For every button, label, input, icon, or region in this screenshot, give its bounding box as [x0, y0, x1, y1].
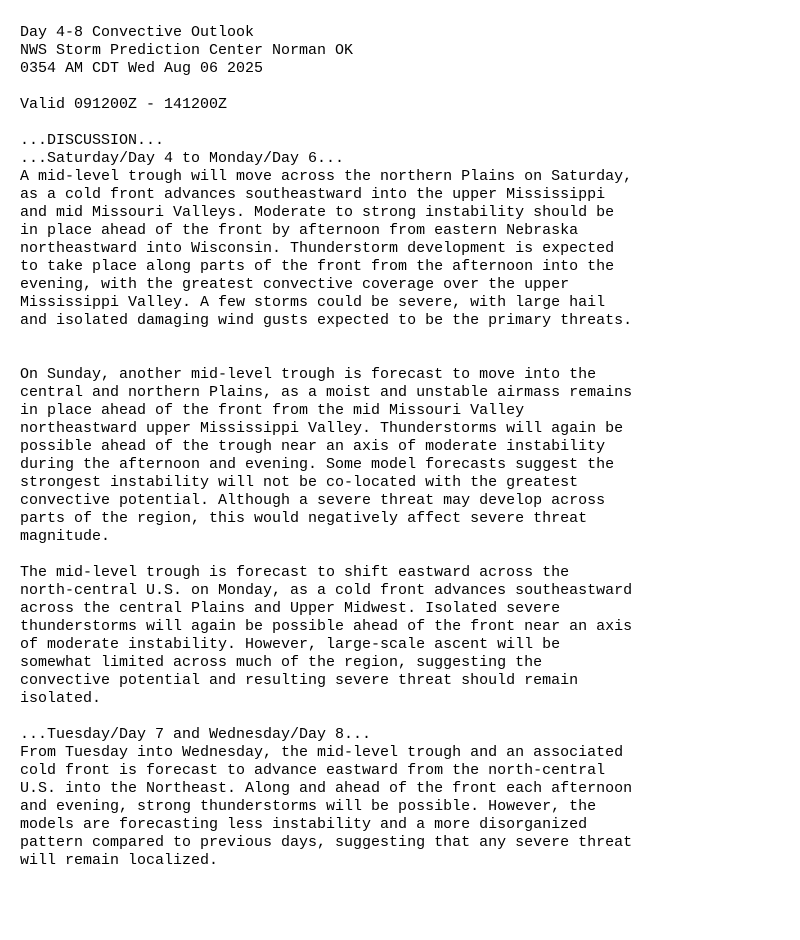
text-line: somewhat limited across much of the region, suggesting the — [20, 654, 543, 671]
text-line: northeastward upper Mississippi Valley. Thunderstorms will again be — [20, 420, 624, 437]
text-line: magnitude. — [20, 528, 111, 545]
text-line: northeastward into Wisconsin. Thunderstorm development is expected — [20, 240, 615, 257]
text-line: of moderate instability. However, large-scale ascent will be — [20, 636, 561, 653]
text-line: possible ahead of the trough near an axis of moderate instability — [20, 438, 606, 455]
text-line: and isolated damaging wind gusts expected to be the primary threats. — [20, 312, 633, 329]
text-line: thunderstorms will again be possible ahead of the front near an axis — [20, 618, 633, 635]
paragraph-saturday — [20, 168, 790, 330]
text-line: across the central Plains and Upper Midwest. Isolated severe — [20, 600, 561, 617]
text-line: will remain localized. — [20, 852, 219, 869]
text-line: convective potential and resulting severe threat should remain — [20, 672, 579, 689]
blank-line — [20, 348, 790, 366]
text-line: north-central U.S. on Monday, as a cold front advances southeastward — [20, 582, 633, 599]
text-line: On Sunday, another mid-level trough is forecast to move into the — [20, 366, 597, 383]
text-line: in place ahead of the front from the mid Missouri Valley — [20, 402, 525, 419]
text-line: during the afternoon and evening. Some model forecasts suggest the — [20, 456, 615, 473]
text-line: in place ahead of the front by afternoon from eastern Nebraska — [20, 222, 579, 239]
blank-line — [20, 78, 790, 96]
blank-line — [20, 114, 790, 132]
text-line: pattern compared to previous days, suggesting that any severe threat — [20, 834, 633, 851]
text-line: U.S. into the Northeast. Along and ahead of the front each afternoon — [20, 780, 633, 797]
text-line: cold front is forecast to advance eastward from the north-central — [20, 762, 606, 779]
issuing-office: NWS Storm Prediction Center Norman OK — [20, 42, 354, 59]
text-line: convective potential. Although a severe threat may develop across — [20, 492, 606, 509]
text-line: A mid-level trough will move across the northern Plains on Saturday, — [20, 168, 633, 185]
text-line: parts of the region, this would negatively affect severe threat — [20, 510, 588, 527]
discussion-heading: ...DISCUSSION... — [20, 132, 165, 149]
text-line: and evening, strong thunderstorms will be possible. However, the — [20, 798, 597, 815]
text-line: isolated. — [20, 690, 102, 707]
paragraph-tuesday-wednesday — [20, 744, 790, 870]
product-title: Day 4-8 Convective Outlook — [20, 24, 255, 41]
outlook-document — [20, 24, 790, 870]
text-line: strongest instability will not be co-located with the greatest — [20, 474, 579, 491]
text-line: The mid-level trough is forecast to shift eastward across the — [20, 564, 570, 581]
text-line: central and northern Plains, as a moist and unstable airmass remains — [20, 384, 633, 401]
text-line: and mid Missouri Valleys. Moderate to strong instability should be — [20, 204, 615, 221]
text-line: evening, with the greatest convective coverage over the upper — [20, 276, 570, 293]
blank-line — [20, 330, 790, 348]
section-heading-days-4-6: ...Saturday/Day 4 to Monday/Day 6... — [20, 150, 345, 167]
text-line: Mississippi Valley. A few storms could be severe, with large hail — [20, 294, 606, 311]
issue-time: 0354 AM CDT Wed Aug 06 2025 — [20, 60, 264, 77]
text-line: models are forecasting less instability and a more disorganized — [20, 816, 588, 833]
text-line: as a cold front advances southeastward into the upper Mississippi — [20, 186, 606, 203]
blank-line — [20, 546, 790, 564]
paragraph-monday — [20, 564, 790, 708]
paragraph-sunday — [20, 366, 790, 546]
section-heading-days-7-8: ...Tuesday/Day 7 and Wednesday/Day 8... — [20, 726, 372, 743]
valid-period: Valid 091200Z - 141200Z — [20, 96, 228, 113]
text-line: From Tuesday into Wednesday, the mid-level trough and an associated — [20, 744, 624, 761]
blank-line — [20, 708, 790, 726]
text-line: to take place along parts of the front from the afternoon into the — [20, 258, 615, 275]
